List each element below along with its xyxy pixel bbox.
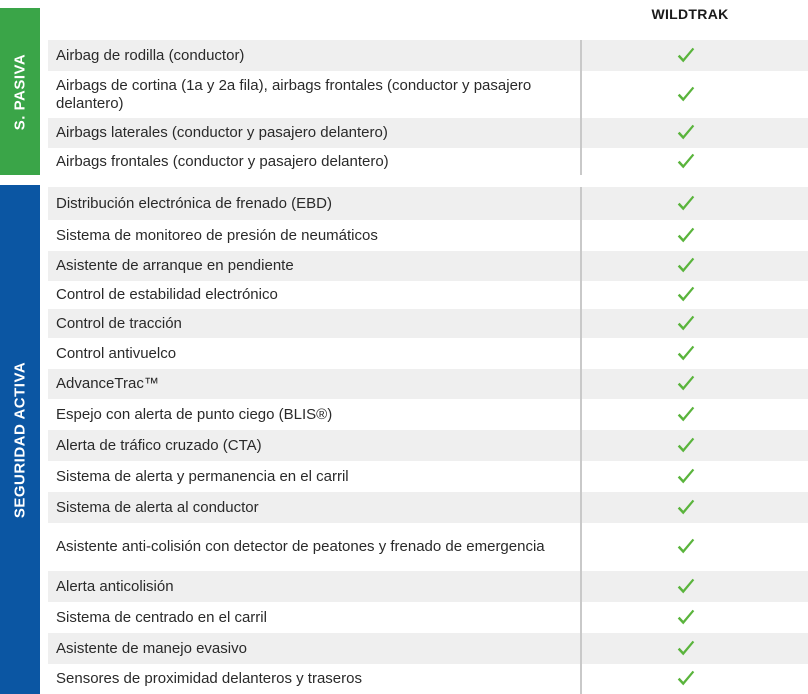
wildtrak-cell — [580, 492, 808, 523]
feature-label: Airbags frontales (conductor y pasajero delantero) — [56, 152, 389, 170]
wildtrak-cell — [580, 309, 808, 338]
wildtrak-cell — [580, 148, 808, 175]
table-row — [48, 602, 808, 633]
feature-label: Alerta anticolisión — [56, 577, 174, 595]
table-row — [48, 492, 808, 523]
table-row — [48, 148, 808, 175]
section-label: S. PASIVA — [11, 53, 29, 130]
checkmark-icon — [675, 313, 697, 335]
feature-label: Sistema de centrado en el carril — [56, 608, 267, 626]
checkmark-icon — [675, 343, 697, 365]
wildtrak-cell — [580, 187, 808, 220]
table-row — [48, 71, 808, 118]
table-row — [48, 571, 808, 602]
section-band-pasiva — [0, 8, 40, 175]
checkmark-icon — [675, 45, 697, 67]
feature-label: Asistente de arranque en pendiente — [56, 257, 294, 274]
checkmark-icon — [675, 193, 697, 215]
table-row — [48, 220, 808, 251]
wildtrak-cell — [580, 602, 808, 633]
column-header: WILDTRAK — [651, 6, 729, 22]
checkmark-icon — [675, 607, 697, 629]
wildtrak-cell — [580, 523, 808, 571]
feature-label: Distribución electrónica de frenado (EBD) — [56, 194, 332, 212]
table-row — [48, 187, 808, 220]
checkmark-icon — [675, 84, 697, 106]
feature-label: Sensores de proximidad delanteros y traseros — [56, 670, 362, 687]
feature-label: Espejo con alerta de punto ciego (BLIS®) — [56, 405, 333, 423]
wildtrak-cell — [580, 40, 808, 71]
table-row — [48, 338, 808, 369]
feature-label: Alerta de tráfico cruzado (CTA) — [56, 436, 262, 454]
feature-label: AdvanceTrac™ — [56, 375, 159, 392]
feature-label: Airbags de cortina (1a y 2a fila), airbags frontales (conductor y pasajero delantero) — [56, 76, 532, 112]
table-row — [48, 664, 808, 694]
wildtrak-cell — [580, 369, 808, 399]
table-row — [48, 281, 808, 309]
checkmark-icon — [675, 466, 697, 488]
wildtrak-cell — [580, 571, 808, 602]
wildtrak-cell — [580, 430, 808, 461]
wildtrak-cell — [580, 338, 808, 369]
table-row — [48, 461, 808, 492]
checkmark-icon — [675, 255, 697, 277]
table-row — [48, 309, 808, 338]
wildtrak-cell — [580, 633, 808, 664]
section-label: SEGURIDAD ACTIVA — [11, 361, 29, 518]
wildtrak-cell — [580, 220, 808, 251]
wildtrak-cell — [580, 71, 808, 118]
feature-label: Asistente anti-colisión con detector de peatones y frenado de emergencia — [56, 538, 545, 555]
section-band-activa — [0, 185, 40, 694]
checkmark-icon — [675, 435, 697, 457]
wildtrak-cell — [580, 281, 808, 309]
table-row — [48, 399, 808, 430]
checkmark-icon — [675, 536, 697, 558]
feature-label: Sistema de alerta y permanencia en el carril — [56, 467, 349, 485]
checkmark-icon — [675, 404, 697, 426]
checkmark-icon — [675, 576, 697, 598]
wildtrak-cell — [580, 251, 808, 281]
checkmark-icon — [675, 151, 697, 173]
checkmark-icon — [675, 225, 697, 247]
table-row — [48, 40, 808, 71]
wildtrak-cell — [580, 461, 808, 492]
feature-label: Airbags laterales (conductor y pasajero delantero) — [56, 124, 388, 141]
wildtrak-cell — [580, 118, 808, 148]
checkmark-icon — [675, 638, 697, 660]
feature-label: Control de estabilidad electrónico — [56, 286, 278, 303]
feature-label: Control antivuelco — [56, 344, 177, 362]
feature-label: Sistema de monitoreo de presión de neumáticos — [56, 226, 378, 244]
table-row — [48, 633, 808, 664]
feature-label: Airbag de rodilla (conductor) — [56, 46, 245, 64]
checkmark-icon — [675, 122, 697, 144]
checkmark-icon — [675, 284, 697, 306]
wildtrak-cell — [580, 399, 808, 430]
table-row — [48, 251, 808, 281]
wildtrak-cell — [580, 664, 808, 694]
checkmark-icon — [675, 668, 697, 690]
table-row — [48, 523, 808, 571]
feature-label: Sistema de alerta al conductor — [56, 498, 259, 516]
table-row — [48, 118, 808, 148]
table-row — [48, 430, 808, 461]
table-row — [48, 369, 808, 399]
feature-label: Asistente de manejo evasivo — [56, 639, 247, 657]
feature-label: Control de tracción — [56, 314, 182, 332]
checkmark-icon — [675, 497, 697, 519]
checkmark-icon — [675, 373, 697, 395]
